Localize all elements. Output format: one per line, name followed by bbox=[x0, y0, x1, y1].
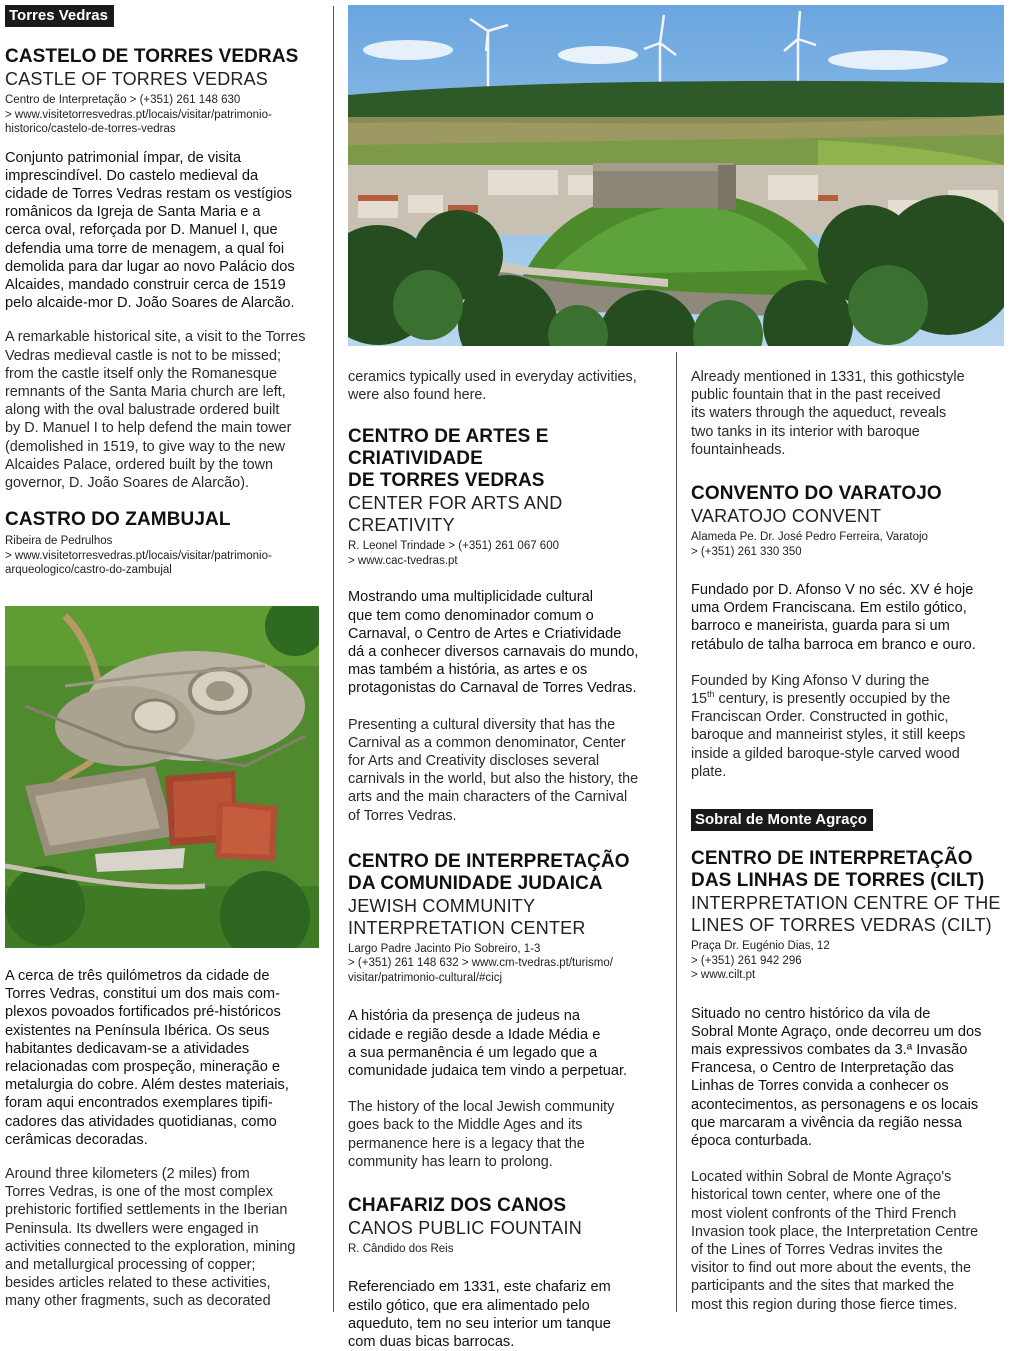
column-2 bbox=[348, 368, 670, 1351]
region-block-sobral bbox=[691, 809, 1009, 831]
column-divider bbox=[676, 352, 677, 1312]
website-link[interactable]: > (+351) 261 148 632 > www.cm-tvedras.pt/turismo/ bbox=[348, 957, 613, 970]
zambujal-aerial-photo bbox=[5, 606, 319, 948]
section-title-pt-line: CENTRO DE INTERPRETAÇÃO bbox=[348, 850, 630, 872]
section-cilt bbox=[691, 848, 1009, 1314]
description-pt: Referenciado em 1331, este chafariz em estilo gótico, que era alimentado pelo aqueduto, tem no seu interior um tanque com duas bicas barrocas. bbox=[348, 1279, 611, 1351]
section-zambujal bbox=[5, 509, 327, 578]
contact-info bbox=[691, 530, 1009, 559]
region-tag-sobral: Sobral de Monte Agraço bbox=[691, 809, 873, 831]
section-title-en-line: JEWISH COMMUNITY bbox=[348, 895, 536, 916]
column-1 bbox=[5, 5, 327, 578]
description-en: Around three kilometers (2 miles) from Torres Vedras, is one of the most complex prehistoric fortified settlements in the Iberian Peninsula. Its dwellers were engaged in activities connected to the exploration, mining and metallurgical processing of copper; besides articles related to these activities, many other fragments, such as decorated bbox=[5, 1166, 296, 1310]
description-en: The history of the local Jewish community goes back to the Middle Ages and its permanence here is a legacy that the community has learn to prolong. bbox=[348, 1099, 615, 1170]
contact-line: R. Leonel Trindade > (+351) 261 067 600 bbox=[348, 540, 559, 553]
section-title-pt: CHAFARIZ DOS CANOS bbox=[348, 1194, 567, 1216]
contact-info bbox=[348, 1242, 670, 1257]
column-divider bbox=[333, 6, 334, 1312]
description-en: Presenting a cultural diversity that has the Carnival as a common denominator, Center for Arts and Creativity discloses several carnivals in the world, but also the history, the arts and the main characters of the Carnival of Torres Vedras. bbox=[348, 716, 639, 824]
contact-info bbox=[5, 534, 327, 578]
description-pt: A cerca de três quilómetros da cidade de Torres Vedras, constitui um dos mais com- plexos povoados fortificados pré-históricos existentes na Península Ibérica. Os seus habitantes dedicavam-se a atividades relacionadas com prospeção, mineração e metalurgia do cobre. Além destes materiais, foram aqui encontrados exemplares tipifi- cadores das atividades quotidianas, como cerâmicas decoradas. bbox=[5, 968, 289, 1148]
section-castelo bbox=[5, 46, 327, 492]
section-title-en-line: INTERPRETATION CENTER bbox=[348, 917, 586, 938]
section-title-pt-line: DA COMUNIDADE JUDAICA bbox=[348, 872, 603, 894]
region-tag-torres-vedras: Torres Vedras bbox=[5, 5, 114, 27]
description-en: Located within Sobral de Monte Agraço's historical town center, where one of the most violent confronts of the Third French Invasion took place, the Interpretation Centre of the Lines of Torres Vedras invites the visitor to find out more about the events, the participants and the sites that marked the most this region during those fierce times. bbox=[691, 1169, 979, 1313]
description-en: A remarkable historical site, a visit to the Torres Vedras medieval castle is not to be missed; from the castle itself only the Romanesque remnants of the Santa Maria church are left, along with the oval balustrade ordered built by D. Manuel I to help defend the main tower (demolished in 1519, to give way to the new Alcaides Palace, ordered built by the town governor, D. João Soares de Alarcão). bbox=[5, 329, 306, 491]
contact-info bbox=[691, 939, 1009, 983]
website-link[interactable]: > www.cac-tvedras.pt bbox=[348, 554, 458, 567]
description-en bbox=[691, 672, 1009, 781]
contact-line: Alameda Pe. Dr. José Pedro Ferreira, Varatojo bbox=[691, 531, 928, 544]
contact-line: Praça Dr. Eugénio Dias, 12 bbox=[691, 940, 830, 953]
section-title-pt: CASTELO DE TORRES VEDRAS bbox=[5, 46, 299, 67]
description-pt: Mostrando uma multiplicidade cultural que tem como denominador comum o Carnaval, o Centro de Artes e Criatividade dá a conhecer diversos carnavais do mundo, mas também a história, as artes e os protagonistas do Carnaval de Torres Vedras. bbox=[348, 589, 639, 697]
section-varatojo bbox=[691, 483, 1009, 781]
section-title-pt: CONVENTO DO VARATOJO bbox=[691, 483, 942, 505]
description-pt: Conjunto patrimonial ímpar, de visita imprescindível. Do castelo medieval da cidade de Torres Vedras restam os vestígios românicos da Igreja de Santa Maria e a cerca oval, reforçada por D. Manuel I, que defendia uma torre de menagem, a qual foi demolida para dar lugar ao novo Palácio dos Alcaides, mandado construir cerca de 1519 pelo alcaide-mor D. João Soares de Alarcão. bbox=[5, 149, 295, 312]
website-link[interactable]: > www.visitetorresvedras.pt/locais/visitar/patrimonio- bbox=[5, 549, 272, 562]
superscript: th bbox=[707, 689, 715, 700]
description-pt: Fundado por D. Afonso V no séc. XV é hoje uma Ordem Franciscana. Em estilo gótico, barroco e maneirista, guarda para si um retábulo de talha barroca em branco e ouro. bbox=[691, 582, 976, 653]
continued-text-en: ceramics typically used in everyday activities, were also found here. bbox=[348, 369, 637, 404]
section-title-en: CENTER FOR ARTS AND CREATIVITY bbox=[348, 493, 563, 536]
website-link[interactable]: > www.visitetorresvedras.pt/locais/visitar/patrimonio- bbox=[5, 108, 272, 121]
section-title-en-line: INTERPRETATION CENTRE OF THE bbox=[691, 893, 1001, 914]
section-title-pt-line: CENTRO DE ARTES E CRIATIVIDADE bbox=[348, 426, 549, 470]
contact-line: Ribeira de Pedrulhos bbox=[5, 535, 113, 548]
contact-info bbox=[5, 93, 327, 137]
section-comunidade-judaica bbox=[348, 851, 670, 1171]
contact-info bbox=[348, 942, 670, 986]
contact-line: Largo Padre Jacinto Pio Sobreiro, 1-3 bbox=[348, 942, 541, 955]
column-3 bbox=[691, 368, 1009, 1314]
torres-vedras-castle-photo bbox=[348, 5, 1004, 346]
section-centro-artes bbox=[348, 426, 670, 824]
section-title-pt-line: CENTRO DE INTERPRETAÇÃO bbox=[691, 848, 973, 870]
description-pt: Situado no centro histórico da vila de Sobral Monte Agraço, onde decorreu um dos mais expressivos combates da 3.ª Invasão Francesa, o Centro de Interpretação das Linhas de Torres convida a conhecer os acontecimentos, as personagens e os locais que marcaram a vivência da região nessa época conturbada. bbox=[691, 1005, 982, 1149]
description-pt: A história da presença de judeus na cidade e região desde a Idade Média e a sua permanência é um legado que a comunidade judaica tem vindo a perpetuar. bbox=[348, 1008, 628, 1079]
description-en-part: Founded by King Afonso V during the 15 bbox=[691, 672, 930, 708]
section-title-en: CANOS PUBLIC FOUNTAIN bbox=[348, 1217, 582, 1238]
contact-line: Centro de Interpretação > (+351) 261 148 630 bbox=[5, 94, 241, 106]
continued-text-en: Already mentioned in 1331, this gothicstyle public fountain that in the past received its waters through the aqueduct, reveals two tanks in its interior with baroque fountainheads. bbox=[691, 369, 965, 458]
website-link[interactable]: arqueologico/castro-do-zambujal bbox=[5, 564, 172, 577]
section-title-en: CASTLE OF TORRES VEDRAS bbox=[5, 69, 268, 89]
contact-line: > (+351) 261 330 350 bbox=[691, 545, 802, 558]
website-link[interactable]: > www.cilt.pt bbox=[691, 969, 756, 982]
section-title-pt: CASTRO DO ZAMBUJAL bbox=[5, 509, 231, 531]
contact-line: > (+351) 261 942 296 bbox=[691, 954, 802, 967]
section-title-pt-line: DE TORRES VEDRAS bbox=[348, 470, 545, 492]
description-en-part: century, is presently occupied by the Franciscan Order. Constructed in gothic, baroque and manneirist styles, it still keeps inside a gilded baroque-style carved wood plate. bbox=[691, 691, 966, 780]
contact-line: R. Cândido dos Reis bbox=[348, 1242, 454, 1255]
section-title-pt-line: DAS LINHAS DE TORRES (CILT) bbox=[691, 870, 985, 892]
zambujal-text bbox=[5, 967, 327, 1311]
section-title-en-line: LINES OF TORRES VEDRAS (CILT) bbox=[691, 915, 992, 936]
website-link[interactable]: historico/castelo-de-torres-vedras bbox=[5, 123, 176, 135]
section-chafariz bbox=[348, 1195, 670, 1351]
contact-info bbox=[348, 539, 670, 568]
website-link[interactable]: visitar/patrimonio-cultural/#cicj bbox=[348, 971, 503, 984]
section-title-en: VARATOJO CONVENT bbox=[691, 506, 882, 527]
